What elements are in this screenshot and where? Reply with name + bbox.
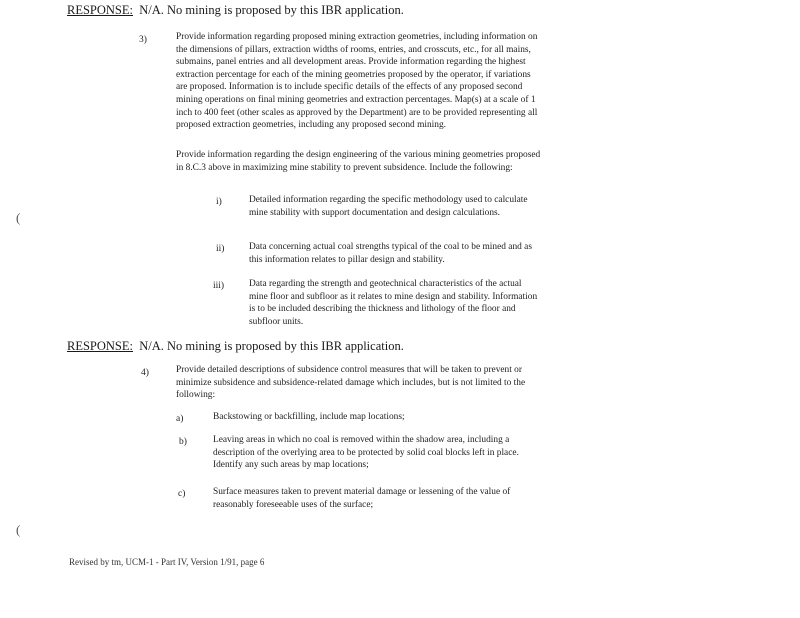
margin-mark: ( (16, 210, 21, 225)
response-1 (67, 3, 404, 18)
subitem-number: iii) (213, 281, 225, 291)
subitem-text: Leaving areas in which no coal is removed within the shadow area, including a description of the overlying area to be protected by solid coal blocks left in place. Identify any such areas by map locations; (213, 435, 519, 471)
item-number: 4) (141, 368, 149, 378)
subitem-text: Surface measures taken to prevent material damage or lessening of the value of reasonably foreseeable uses of the surface; (213, 487, 511, 510)
response-text: N/A. No mining is proposed by this IBR application. (139, 3, 404, 17)
response-2 (67, 339, 404, 354)
subitem-number: c) (178, 489, 186, 499)
subitem-text: Detailed information regarding the specific methodology used to calculate mine stability with support documentation and design calculations. (249, 195, 528, 218)
subitem-text: Data concerning actual coal strengths typical of the coal to be mined and as this information relates to pillar design and stability. (249, 242, 532, 265)
paragraph: Provide information regarding proposed mining extraction geometries, including information on the dimensions of pillars, extraction widths of rooms, entries, and crosscuts, etc., for all mains, submains, panel entries and all development areas. Provide information regarding the highest extraction percentage for each of the mining geometries proposed by the operator, if variations are proposed. Information is to include specific details of the effects of any proposed second mining operations on final mining geometries and extraction percentages. Map(s) at a scale of 1 inch to 400 feet (other scales as approved by the Department) are to be provided representing all proposed extraction geometries, including any proposed second mining. (176, 32, 538, 131)
subitem-number: ii) (216, 244, 225, 254)
paragraph: Provide detailed descriptions of subsidence control measures that will be taken to prevent or minimize subsidence and subsidence-related damage which includes, but is not limited to the following: (176, 365, 526, 401)
response-label: RESPONSE: (67, 339, 133, 353)
subitem-number: a) (176, 414, 184, 424)
subitem-number: i) (216, 197, 222, 207)
response-text: N/A. No mining is proposed by this IBR application. (139, 339, 404, 353)
paragraph: Provide information regarding the design engineering of the various mining geometries proposed in 8.C.3 above in maximizing mine stability to prevent subsidence. Include the following: (176, 150, 541, 173)
subitem-text: Data regarding the strength and geotechnical characteristics of the actual mine floor and subfloor as it relates to mine design and stability. Information is to be included describing the thickness and lithology of the floor and subfloor units. (249, 279, 538, 327)
subitem-number: b) (179, 437, 187, 447)
margin-mark: ( (16, 522, 21, 537)
page-footer: Revised by tm, UCM-1 - Part IV, Version 1/91, page 6 (69, 557, 265, 567)
subitem-text: Backstowing or backfilling, include map locations; (213, 412, 405, 422)
item-number: 3) (139, 35, 147, 45)
response-label: RESPONSE: (67, 3, 133, 17)
